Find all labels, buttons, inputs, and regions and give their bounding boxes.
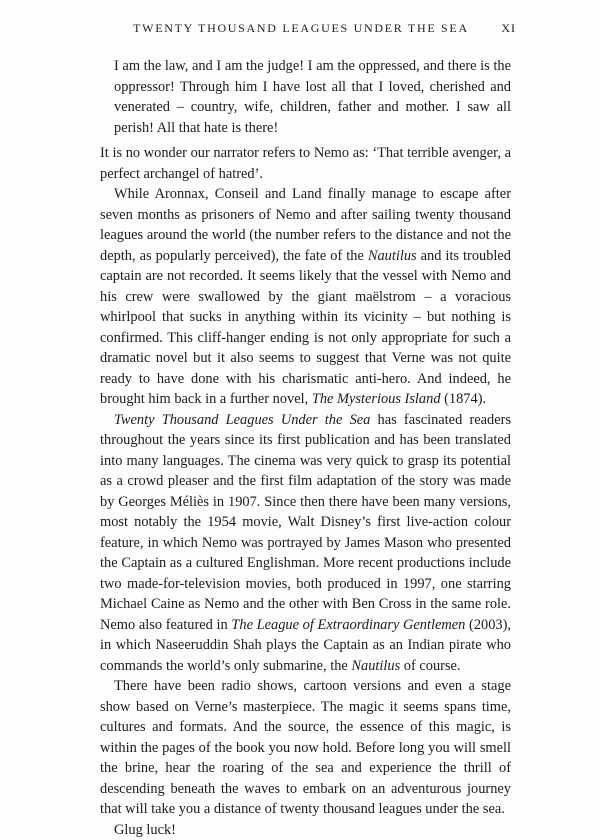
italic-book-title: Twenty Thousand Leagues Under the Sea xyxy=(114,412,370,428)
page-number: XI xyxy=(501,21,516,36)
body-text xyxy=(100,56,511,840)
paragraph-3-text-b: has fascinated readers throughout the years since its first publication and has been translated into many languages. The cinema was very quick to grasp its potential as a crowd pleaser and the first film adaptation of the story was made by Georges Méliès in 1907. Since then there have been many versions, most notably the 1954 movie, Walt Disney’s first live-action colour feature, in which Nemo was portrayed by James Mason who presented the Captain as a cultured Englishman. More recent productions include two made-for-television movies, both produced in 1997, one starring Michael Caine as Nemo and the other with Ben Cross in the same role. Nemo also featured in xyxy=(100,412,511,633)
paragraph-2-text-c: and its troubled captain are not recorded. It seems likely that the vessel with Nemo and his crew were swallowed by the giant maëlstrom – a voracious whirlpool that sucks in anything within its vicinity – but nothing is confirmed. This cliff-hanger ending is not only appropriate for such a dramatic novel but it also seems to suggest that Verne was not quite ready to have done with his charismatic anti-hero. And indeed, he brought him back in a further novel, xyxy=(100,248,511,408)
paragraph-3-text-f: of course. xyxy=(400,658,460,674)
italic-nautilus-2: Nautilus xyxy=(351,658,400,674)
italic-league-title: The League of Extraordinary Gentlemen xyxy=(231,617,465,633)
paragraph-1: It is no wonder our narrator refers to Nemo as: ‘That terrible avenger, a perfect archangel of hatred’. xyxy=(100,143,511,184)
paragraph-5: Glug luck! xyxy=(100,820,511,840)
italic-nautilus: Nautilus xyxy=(368,248,417,264)
paragraph-4: There have been radio shows, cartoon versions and even a stage show based on Verne’s masterpiece. The magic it seems spans time, cultures and formats. And the source, the essence of this magic, is within the pages of the book you now hold. Before long you will smell the brine, hear the roaring of the sea and experience the thrill of descending beneath the waves to embark on an adventurous journey that will take you a distance of twenty thousand leagues under the sea. xyxy=(100,676,511,820)
paragraph-2-text-e: (1874). xyxy=(441,391,487,407)
paragraph-3-text-d: (2003), in which Naseeruddin Shah plays the Captain as an Indian pirate who commands the world’s only submarine, the xyxy=(100,617,511,674)
paragraph-2-text-a: While Aronnax, Conseil and Land finally manage to escape after seven months as prisoners of Nemo and after sailing twenty thousand leagues around the world (the number refers to the distance and not the depth, as popularly perceived), the fate of the xyxy=(100,186,511,264)
paragraph-3 xyxy=(100,410,511,677)
block-quote: I am the law, and I am the judge! I am the oppressed, and there is the oppressor! Through him I have lost all that I loved, cherished and venerated – country, wife, children, father and mother. I saw all perish! All that hate is there! xyxy=(100,56,511,138)
italic-mysterious-island: The Mysterious Island xyxy=(312,391,441,407)
paragraph-2 xyxy=(100,184,511,410)
running-title: TWENTY THOUSAND LEAGUES UNDER THE SEA xyxy=(116,21,486,36)
